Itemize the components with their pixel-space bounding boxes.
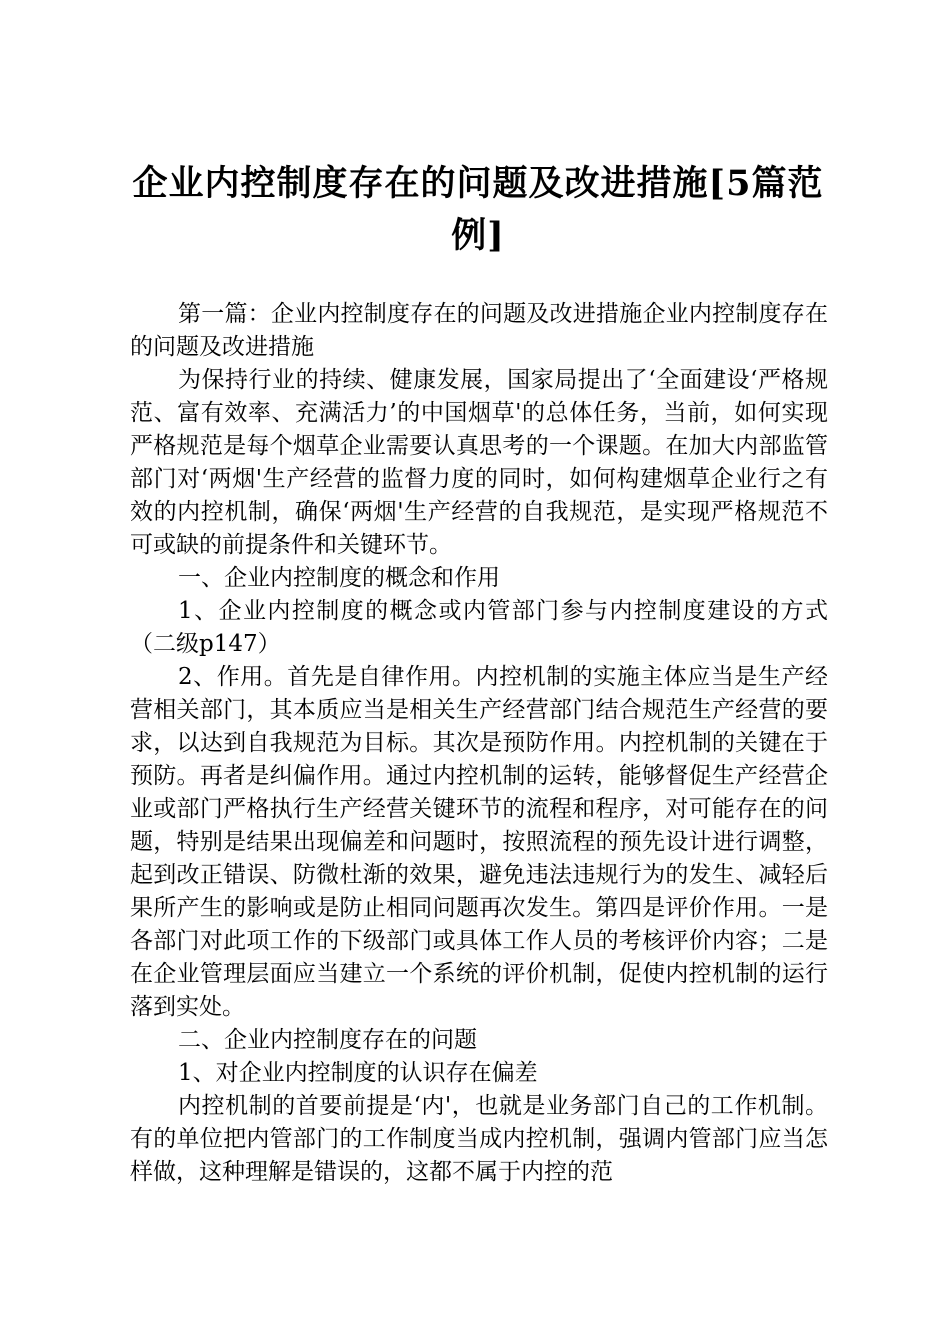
paragraph-function: 2、作用。首先是自律作用。内控机制的实施主体应当是生产经营相关部门，其本质应当是相关生产经营部门结合规范生产经营的要求，以达到自我规范为目标。其次是预防作用。内控机制的关键在于预防。再者是纠偏作用。通过内控机制的运转，能够督促生产经营企业或部门严格执行生产经营关键环节的流程和程序，对可能存在的问题，特别是结果出现偏差和问题时，按照流程的预先设计进行调整，起到改正错误、防微杜渐的效果，避免违法违规行为的发生、减轻后果所产生的影响或是防止相同问题再次发生。第四是评价作用。一是各部门对此项工作的下级部门或具体工作人员的考核评价内容；二是在企业管理层面应当建立一个系统的评价机制，促使内控机制的运行落到实处。 [130, 664, 828, 1020]
paragraph-concept: 1、企业内控制度的概念或内管部门参与内控制度建设的方式（二级p147） [130, 598, 828, 657]
section-heading-1: 一、企业内控制度的概念和作用 [178, 565, 500, 591]
paragraph-understanding: 内控机制的首要前提是‘内'，也就是业务部门自己的工作机制。有的单位把内管部门的工作制度当成内控机制，强调内管部门应当怎样做，这种理解是错误的，这都不属于内控的范 [130, 1093, 828, 1185]
document-title: 企业内控制度存在的问题及改进措施[5篇范例] [132, 163, 824, 256]
document-body [130, 298, 828, 1189]
section-heading-2: 二、企业内控制度存在的问题 [178, 1027, 477, 1053]
subsection-heading-1: 1、对企业内控制度的认识存在偏差 [178, 1060, 538, 1086]
paragraph-intro: 第一篇：企业内控制度存在的问题及改进措施企业内控制度存在的问题及改进措施 [130, 301, 828, 360]
paragraph-background: 为保持行业的持续、健康发展，国家局提出了‘全面建设‘严格规范、富有效率、充满活力’的中国烟草'的总体任务，当前，如何实现严格规范是每个烟草企业需要认真思考的一个课题。在加大内部监管部门对‘两烟'生产经营的监督力度的同时，如何构建烟草企业行之有效的内控机制，确保‘两烟'生产经营的自我规范，是实现严格规范不可或缺的前提条件和关键环节。 [130, 367, 828, 558]
